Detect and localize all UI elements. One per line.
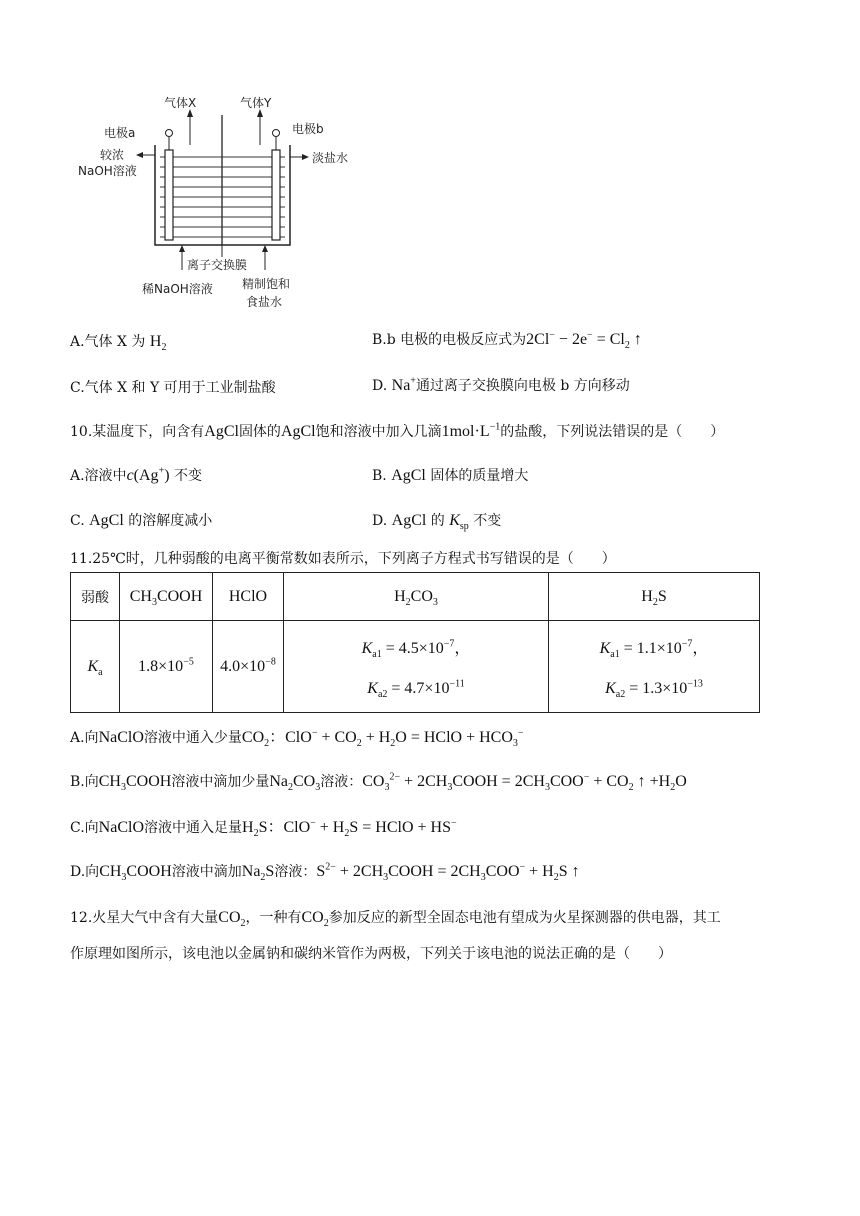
- ka-h2s: $K_{a1} = 1.1\times 10^{-7}$， $K_{a2} = 1.3\times 10^{-13}$: [549, 621, 760, 713]
- dilute-brine-label: 淡盐水: [312, 151, 349, 165]
- q10-option-d: D. AgCl 的 $K_{sp}$ 不变: [372, 512, 502, 533]
- q10-option-a: A.溶液中c(Ag+) 不变: [70, 465, 202, 484]
- ka-ch3cooh: $1.8\times 10^{-5}$: [120, 621, 213, 713]
- acid-constants-table: [70, 572, 760, 713]
- table-header-hclo: HClO: [213, 573, 284, 621]
- q11-option-a: A.向NaClO溶液中通入少量$CO_2$：$ClO^- + CO_2 + H_2O$ = HClO + $HCO_3^-$: [70, 727, 524, 750]
- electrode-a-label: 电极a: [104, 126, 136, 140]
- dilute-naoh-label: 稀NaOH溶液: [142, 282, 213, 296]
- q9-option-c: C.气体 X 和 Y 可用于工业制盐酸: [70, 380, 276, 396]
- gas-x-label: 气体X: [164, 96, 197, 110]
- naoh-conc-label-2: NaOH溶液: [78, 164, 137, 178]
- table-header-h2co3: $H_2CO_3$: [284, 573, 549, 621]
- q12-stem-line-1: 12.火星大气中含有大量$CO_2$，一种有$CO_2$参加反应的新型全固态电池有望成为火星探测器的供电器，其工: [70, 909, 721, 930]
- membrane-label: 离子交换膜: [187, 258, 248, 272]
- brine-label-1: 精制饱和: [242, 277, 291, 291]
- q10-option-b: B. AgCl 固体的质量增大: [372, 467, 529, 484]
- ka-hclo: $4.0\times 10^{-8}$: [213, 621, 284, 713]
- q11-option-b: B.向$CH_3COOH$溶液中滴加少量$Na_2CO_3$溶液：$CO_3^{2-}$ + $2CH_3COOH = 2CH_3COO^- + CO_2$ ↑ $+H_2O$: [70, 771, 687, 794]
- electrode-b-label: 电极b: [292, 122, 324, 136]
- q11-option-c: C.向NaClO溶液中通入足量$H_2S$：$ClO^- + H_2S$ = HClO + HS−: [70, 817, 457, 840]
- q10-option-c: C. AgCl 的溶解度减小: [70, 512, 213, 529]
- q10-stem: 10.某温度下，向含有AgCl固体的AgCl饱和溶液中加入几滴$1mol\cdot L^{-1}$的盐酸，下列说法错误的是（ ）: [70, 421, 725, 440]
- ka-h2co3: $K_{a1} = 4.5\times 10^{-7}$， $K_{a2} = 4.7\times 10^{-11}$: [284, 621, 549, 713]
- table-header-acid: 弱酸: [71, 573, 120, 621]
- naoh-conc-label-1: 较浓: [100, 148, 125, 162]
- q11-stem: 11.25℃时，几种弱酸的电离平衡常数如表所示，下列离子方程式书写错误的是（ ）: [70, 551, 616, 567]
- gas-y-label: 气体Y: [240, 96, 272, 110]
- q9-option-d: D. Na+通过离子交换膜向电极 b 方向移动: [372, 375, 630, 394]
- electrolysis-cell-diagram: [60, 95, 380, 320]
- q12-stem-line-2: 作原理如图所示，该电池以金属钠和碳纳米管作为两极，下列关于该电池的说法正确的是（ ）: [70, 946, 672, 962]
- q9-option-a: A.气体 X 为 $H_2$: [70, 333, 167, 354]
- q11-option-d: D.向$CH_3COOH$溶液中滴加$Na_2S$溶液：$S^{2-}$ + $2CH_3COOH = 2CH_3COO^- + H_2S$ ↑: [70, 861, 580, 884]
- brine-label-2: 食盐水: [246, 295, 283, 309]
- table-header-h2s: $H_2S$: [549, 573, 760, 621]
- q9-option-b: B.b 电极的电极反应式为$2Cl^- - 2e^- = Cl_2$ ↑: [372, 329, 642, 352]
- table-header-ch3cooh: $CH_3COOH$: [120, 573, 213, 621]
- table-row-ka-label: $K_a$: [71, 621, 120, 713]
